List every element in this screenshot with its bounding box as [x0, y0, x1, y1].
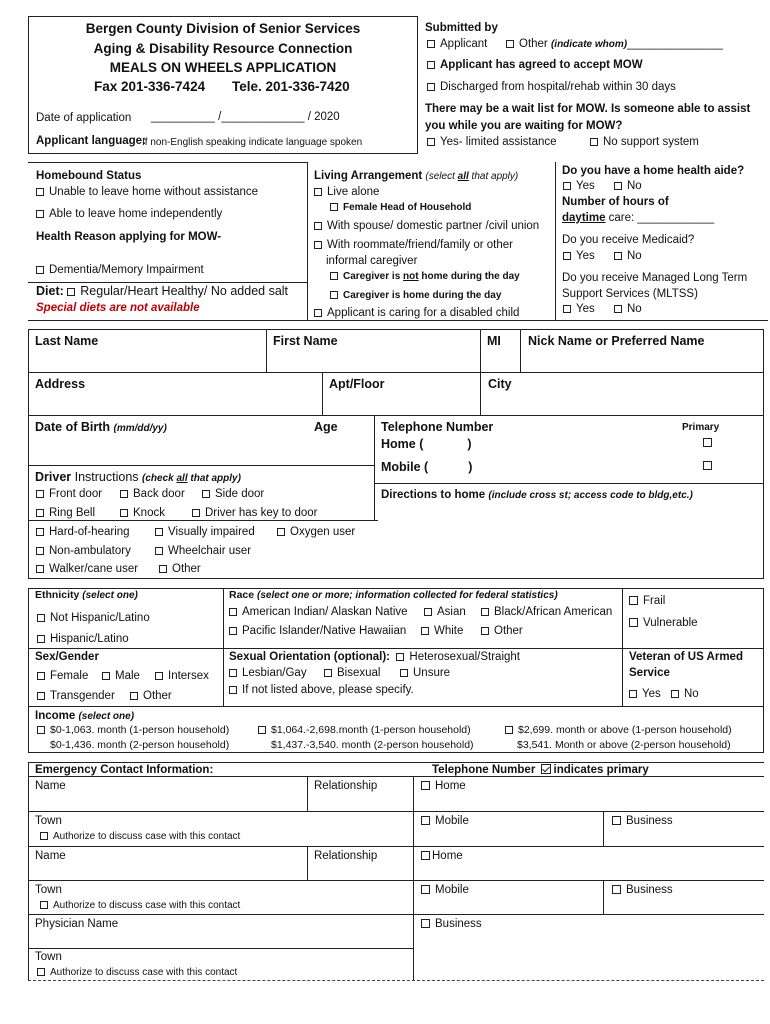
checkbox-icon[interactable] — [36, 528, 44, 536]
checkbox-icon[interactable] — [563, 305, 571, 313]
submitted-by-title: Submitted by — [425, 22, 498, 34]
checkbox-icon[interactable] — [421, 919, 430, 928]
income-option-2-line2: $1,437.-3,540. month (2-person household) — [271, 739, 474, 751]
checkbox-icon[interactable] — [629, 618, 638, 627]
race-label: Race (select one or more; information collected for federal statistics) — [229, 589, 558, 601]
age-label: Age — [314, 420, 338, 434]
live-alone-option[interactable]: Live alone — [314, 186, 379, 199]
checkbox-icon[interactable] — [671, 690, 679, 698]
divider — [223, 588, 224, 706]
transgender-option[interactable]: Transgender — [37, 690, 115, 703]
divider — [307, 846, 308, 880]
checkbox-icon[interactable] — [629, 690, 637, 698]
knock-option[interactable]: Knock — [120, 507, 165, 520]
checkbox-icon[interactable] — [159, 565, 167, 573]
divider — [28, 372, 764, 373]
checkbox-icon[interactable] — [424, 608, 432, 616]
discharged-option[interactable]: Discharged from hospital/rehab within 30 days — [427, 81, 676, 94]
checkbox-icon[interactable] — [421, 851, 430, 860]
mltss-question-line1: Do you receive Managed Long Term — [562, 272, 748, 284]
checkbox-icon[interactable] — [330, 272, 338, 280]
veteran-yes-option[interactable]: Yes — [629, 688, 661, 701]
caring-disabled-child-option[interactable]: Applicant is caring for a disabled child — [314, 307, 519, 320]
white-option[interactable]: White — [421, 625, 463, 638]
checkbox-icon[interactable] — [629, 596, 638, 605]
contact2-business-option[interactable]: Business — [612, 884, 673, 897]
checkbox-icon[interactable] — [229, 669, 237, 677]
caregiver-not-home-option[interactable]: Caregiver is not home during the day — [330, 271, 520, 282]
emergency-contact-title: Emergency Contact Information: — [35, 764, 214, 776]
diet-row[interactable]: Diet: Regular/Heart Healthy/ No added salt — [36, 284, 289, 298]
divider — [374, 483, 764, 484]
checkbox-icon[interactable] — [703, 461, 712, 470]
income-label: Income (select one) — [35, 710, 135, 722]
divider — [603, 811, 604, 846]
divider — [266, 329, 267, 372]
nick-name-label: Nick Name or Preferred Name — [528, 334, 705, 348]
submitted-applicant-option[interactable]: Applicant — [427, 38, 487, 51]
side-door-option[interactable]: Side door — [202, 488, 264, 501]
checkbox-icon[interactable] — [258, 726, 266, 734]
contact2-name-label: Name — [35, 850, 66, 862]
checkbox-icon[interactable] — [427, 138, 435, 146]
checkbox-icon[interactable] — [614, 305, 622, 313]
checkbox-icon[interactable] — [563, 252, 571, 260]
wait-list-question-line1: There may be a wait list for MOW. Is someone able to assist — [425, 103, 751, 115]
race-other-option[interactable]: Other — [481, 625, 523, 638]
divider — [28, 811, 764, 812]
first-name-label: First Name — [273, 334, 338, 348]
checkbox-icon[interactable] — [36, 509, 44, 517]
checkbox-icon[interactable] — [421, 627, 429, 635]
divider — [374, 415, 375, 520]
home-phone-primary-checkbox[interactable] — [703, 437, 717, 450]
male-option[interactable]: Male — [102, 670, 140, 683]
checkbox-icon[interactable] — [120, 490, 128, 498]
physician-authorize-option[interactable]: Authorize to discuss case with this contact — [37, 967, 237, 978]
mobile-phone-primary-checkbox[interactable] — [703, 460, 717, 473]
divider — [603, 880, 604, 914]
divider — [28, 415, 764, 416]
living-arrangement-title: Living Arrangement (select all that apply) — [314, 170, 519, 182]
submitted-other-option[interactable]: Other (indicate whom)_______________ — [506, 38, 723, 51]
checkbox-icon[interactable] — [314, 188, 322, 196]
divider — [28, 162, 307, 163]
contact1-mobile-option[interactable]: Mobile — [421, 815, 469, 828]
checkbox-icon[interactable] — [427, 61, 435, 69]
checkbox-icon[interactable] — [612, 816, 621, 825]
wait-list-question-line2: you while you are waiting for MOW? — [425, 120, 623, 132]
lesbian-gay-option[interactable]: Lesbian/Gay — [229, 667, 307, 680]
intersex-option[interactable]: Intersex — [155, 670, 209, 683]
date-of-application-blank[interactable]: __________ /_____________ / 2020 — [151, 111, 340, 123]
checkbox-icon[interactable] — [37, 635, 45, 643]
checkbox-icon[interactable] — [396, 653, 404, 661]
primary-label: Primary — [682, 422, 720, 433]
checkbox-icon[interactable] — [36, 565, 44, 573]
not-listed-option[interactable]: If not listed above, please specify. — [229, 684, 414, 697]
checkbox-icon[interactable] — [506, 40, 514, 48]
checkbox-icon[interactable] — [614, 182, 622, 190]
city-label: City — [488, 377, 512, 391]
female-head-option[interactable]: Female Head of Household — [330, 202, 471, 213]
caregiver-home-option[interactable]: Caregiver is home during the day — [330, 290, 501, 301]
health-reason-label: Health Reason applying for MOW- — [36, 231, 222, 243]
oxygen-user-option[interactable]: Oxygen user — [277, 526, 355, 539]
roommate-option[interactable]: With roommate/friend/family or other — [314, 239, 513, 252]
physician-town-label: Town — [35, 951, 62, 963]
no-support-option[interactable]: No support system — [590, 136, 699, 149]
aide-yes-option[interactable]: Yes — [563, 180, 595, 193]
checkbox-icon[interactable] — [421, 816, 430, 825]
front-door-option[interactable]: Front door — [36, 488, 102, 501]
contact1-authorize-option[interactable]: Authorize to discuss case with this contact — [40, 831, 240, 842]
pacific-islander-option[interactable]: Pacific Islander/Native Hawaiian — [229, 625, 406, 638]
checkbox-icon[interactable] — [590, 138, 598, 146]
mobile-phone-label: Mobile ( ) — [381, 460, 473, 474]
yes-limited-option[interactable]: Yes- limited assistance — [427, 136, 557, 149]
checkbox-icon[interactable] — [36, 490, 44, 498]
contact2-home-option[interactable]: Home — [421, 850, 463, 863]
org-line1: Bergen County Division of Senior Services — [85, 21, 361, 36]
checkbox-icon[interactable] — [37, 968, 45, 976]
checkbox-icon[interactable] — [314, 222, 322, 230]
checkbox-icon[interactable] — [421, 781, 430, 790]
checkbox-icon[interactable] — [612, 885, 621, 894]
divider — [622, 588, 623, 706]
checkbox-icon[interactable] — [36, 547, 44, 555]
home-phone-label: Home ( ) — [381, 437, 472, 451]
checkbox-icon[interactable] — [314, 309, 322, 317]
mi-label: MI — [487, 334, 501, 348]
driver-has-key-option[interactable]: Driver has key to door — [192, 507, 318, 520]
sex-gender-label: Sex/Gender — [35, 651, 99, 663]
divider — [28, 465, 374, 466]
medicaid-no-option[interactable]: No — [614, 250, 642, 263]
divider — [28, 762, 764, 763]
checkbox-icon[interactable] — [427, 40, 435, 48]
checkbox-icon[interactable] — [427, 83, 435, 91]
telephone-label: Telephone Number — [381, 420, 494, 434]
hard-of-hearing-option[interactable]: Hard-of-hearing — [36, 526, 130, 539]
checkbox-icon[interactable] — [277, 528, 285, 536]
mltss-no-option[interactable]: No — [614, 303, 642, 316]
divider — [322, 372, 323, 415]
black-option[interactable]: Black/African American — [481, 606, 612, 619]
checkbox-icon[interactable] — [36, 266, 44, 274]
checkbox-icon[interactable] — [67, 288, 75, 296]
applicant-language-hint: If non-English speaking indicate language spoken — [142, 137, 363, 148]
form-title: MEALS ON WHEELS APPLICATION — [109, 60, 337, 75]
veteran-no-option[interactable]: No — [671, 688, 699, 701]
last-name-label: Last Name — [35, 334, 99, 348]
contact1-relationship-label: Relationship — [314, 780, 378, 792]
homebound-unable-option[interactable]: Unable to leave home without assistance — [36, 186, 258, 199]
sexual-orientation-row[interactable]: Sexual Orientation (optional): Heterosexual/Straight — [229, 651, 520, 663]
divider — [413, 776, 414, 980]
physician-business-option[interactable]: Business — [421, 918, 482, 931]
divider — [307, 162, 308, 320]
checkbox-icon[interactable] — [324, 669, 332, 677]
asian-option[interactable]: Asian — [424, 606, 466, 619]
non-ambulatory-option[interactable]: Non-ambulatory — [36, 545, 131, 558]
checkbox-icon[interactable] — [155, 528, 163, 536]
checkbox-icon[interactable] — [505, 726, 513, 734]
sex-other-option[interactable]: Other — [130, 690, 172, 703]
bisexual-option[interactable]: Bisexual — [324, 667, 380, 680]
visually-impaired-option[interactable]: Visually impaired — [155, 526, 255, 539]
checkbox-icon[interactable] — [36, 210, 44, 218]
vulnerable-option[interactable]: Vulnerable — [629, 617, 698, 630]
divider — [28, 706, 764, 707]
date-of-application-label: Date of application — [36, 112, 132, 124]
mltss-question-line2: Support Services (MLTSS) — [562, 288, 698, 300]
veteran-label-line2: Service — [629, 667, 670, 679]
veteran-label-line1: Veteran of US Armed — [629, 651, 743, 663]
divider — [28, 648, 764, 649]
dementia-option[interactable]: Dementia/Memory Impairment — [36, 264, 204, 277]
female-option[interactable]: Female — [37, 670, 88, 683]
checkbox-icon[interactable] — [192, 509, 200, 517]
hispanic-option[interactable]: Hispanic/Latino — [37, 633, 129, 646]
contact2-town-label: Town — [35, 884, 62, 896]
checkbox-icon[interactable] — [130, 692, 138, 700]
unsure-option[interactable]: Unsure — [400, 667, 450, 680]
back-door-option[interactable]: Back door — [120, 488, 185, 501]
checkbox-icon[interactable] — [481, 608, 489, 616]
checkbox-icon[interactable] — [421, 885, 430, 894]
ethnicity-label: Ethnicity (select one) — [35, 589, 138, 601]
checkbox-icon[interactable] — [155, 547, 163, 555]
checkbox-icon[interactable] — [229, 627, 237, 635]
checkbox-icon[interactable] — [102, 672, 110, 680]
driver-instructions-title: Driver Instructions (check all that apply) — [35, 470, 241, 484]
american-indian-option[interactable]: American Indian/ Alaskan Native — [229, 606, 408, 619]
income-option-3-line2: $3,541. Month or above (2-person household) — [517, 739, 731, 751]
hours-label-line2[interactable]: daytime care: ____________ — [562, 212, 715, 224]
checkbox-icon[interactable] — [703, 438, 712, 447]
checkbox-icon[interactable] — [563, 182, 571, 190]
divider — [28, 914, 764, 915]
address-label: Address — [35, 377, 86, 391]
checkbox-icon[interactable] — [330, 203, 338, 211]
medicaid-question: Do you receive Medicaid? — [562, 234, 695, 246]
special-diets-note: Special diets are not available — [36, 302, 200, 314]
checkbox-icon[interactable] — [330, 291, 338, 299]
divider — [28, 520, 378, 521]
checkbox-icon[interactable] — [37, 614, 45, 622]
checkbox-icon[interactable] — [120, 509, 128, 517]
income-option-1[interactable]: $0-1,063. month (1-person household) — [37, 725, 229, 737]
checkbox-icon[interactable] — [614, 252, 622, 260]
checkbox-icon[interactable] — [481, 627, 489, 635]
roommate-option-line2: informal caregiver — [326, 255, 418, 267]
other-instruction-option[interactable]: Other — [159, 563, 201, 576]
divider — [555, 162, 556, 320]
checkbox-icon[interactable] — [36, 188, 44, 196]
contact1-business-option[interactable]: Business — [612, 815, 673, 828]
checkbox-icon[interactable] — [37, 726, 45, 734]
divider — [28, 880, 764, 881]
ring-bell-option[interactable]: Ring Bell — [36, 507, 95, 520]
agreed-option[interactable]: Applicant has agreed to accept MOW — [427, 59, 643, 72]
home-health-aide-question: Do you have a home health aide? — [562, 165, 745, 177]
emergency-phone-title: Telephone Number indicates primary — [432, 764, 649, 776]
contact2-authorize-option[interactable]: Authorize to discuss case with this contact — [40, 900, 240, 911]
divider — [520, 329, 521, 372]
divider — [28, 320, 768, 321]
income-option-1-line2: $0-1,436. month (2-person household) — [50, 739, 230, 751]
physician-name-label: Physician Name — [35, 918, 119, 930]
wheelchair-user-option[interactable]: Wheelchair user — [155, 545, 251, 558]
checkbox-icon[interactable] — [229, 608, 237, 616]
divider — [307, 776, 308, 811]
medicaid-yes-option[interactable]: Yes — [563, 250, 595, 263]
checkbox-icon[interactable] — [40, 901, 48, 909]
applicant-language-label: Applicant language: — [36, 135, 146, 147]
income-option-2[interactable]: $1,064.-2,698.month (1-person household) — [258, 725, 471, 737]
aide-no-option[interactable]: No — [614, 180, 642, 193]
checked-box-icon — [541, 764, 551, 774]
divider — [28, 948, 414, 949]
walker-cane-option[interactable]: Walker/cane user — [36, 563, 138, 576]
dashed-bottom-border — [28, 980, 764, 981]
divider — [28, 282, 307, 283]
not-hispanic-option[interactable]: Not Hispanic/Latino — [37, 612, 150, 625]
checkbox-icon[interactable] — [37, 672, 45, 680]
telephone-number: Tele. 201-336-7420 — [232, 79, 350, 94]
divider — [28, 846, 764, 847]
directions-label: Directions to home (include cross st; access code to bldg,etc.) — [381, 489, 693, 501]
checkbox-icon[interactable] — [37, 692, 45, 700]
mltss-yes-option[interactable]: Yes — [563, 303, 595, 316]
contact2-relationship-label: Relationship — [314, 850, 378, 862]
hours-label-line1: Number of hours of — [562, 196, 669, 208]
contact1-town-label: Town — [35, 815, 62, 827]
contact2-mobile-option[interactable]: Mobile — [421, 884, 469, 897]
org-line2: Aging & Disability Resource Connection — [93, 41, 353, 56]
income-option-3[interactable]: $2,699. month or above (1-person household) — [505, 725, 732, 737]
homebound-able-option[interactable]: Able to leave home independently — [36, 208, 222, 221]
personal-info-section — [28, 329, 764, 579]
checkbox-icon[interactable] — [40, 832, 48, 840]
checkbox-icon[interactable] — [229, 686, 237, 694]
date-of-birth-label: Date of Birth (mm/dd/yy) — [35, 420, 167, 434]
frail-option[interactable]: Frail — [629, 595, 665, 608]
checkbox-icon[interactable] — [155, 672, 163, 680]
homebound-status-title: Homebound Status — [36, 170, 142, 182]
checkbox-icon[interactable] — [314, 241, 322, 249]
apt-floor-label: Apt/Floor — [329, 377, 385, 391]
fax-number: Fax 201-336-7424 — [94, 79, 206, 94]
contact1-home-option[interactable]: Home — [421, 780, 466, 793]
checkbox-icon[interactable] — [202, 490, 210, 498]
spouse-option[interactable]: With spouse/ domestic partner /civil union — [314, 220, 539, 233]
checkbox-icon[interactable] — [400, 669, 408, 677]
contact1-name-label: Name — [35, 780, 66, 792]
